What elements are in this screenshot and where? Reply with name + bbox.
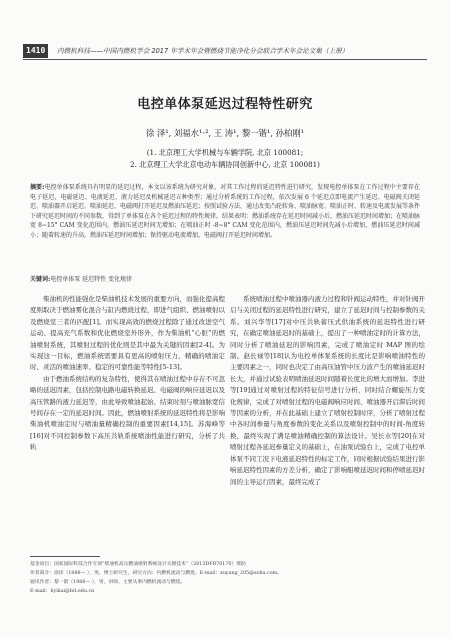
affiliation-2: 2. 北京理工大学北京电动车辆协同创新中心, 北京 100081)	[130, 160, 320, 169]
footnotes	[30, 560, 282, 596]
keywords-text: 电控单体泵 延迟特性 变化规律	[50, 276, 133, 283]
body-column-left	[30, 294, 225, 454]
footnote-corresponding: 通讯作者：黎一锴（1986— ），男，讲师，主要从事内燃机流动与燃烧。	[30, 580, 186, 585]
footnote-rule	[30, 556, 100, 557]
paper-title: 电控单体泵延迟过程特性研究	[137, 97, 313, 112]
running-header	[23, 44, 427, 59]
footnote-email: E-mail：liyikai@bit.edu.cn	[30, 589, 95, 594]
body-column-right	[230, 294, 425, 488]
paragraph: 由于燃油系统结构的复杂特性，使得其在喷油过程中存在不可忽略的延迟因素，包括控制电路电磁转换延迟、电磁阀的响应延迟以及高压管路的液力延迟等，由此导致喷油起始、结束时刻与喷油脉宽信号间存在一定的延迟时间。因此，燃油喷射系统的延迟特性将是影响柴油机喷油定时与喷油量精确控制的重要因素[14,15]。苏海峰等[16]对不同控制参数下高压共轨系统喷油性能进行研究，分析了共轨	[30, 374, 225, 452]
abstract-text: 电控单体泵系统具有明显的延迟过程，本文以该系统为研究对象，对其工作过程的延迟特性进行研究，发现电控单体泵在工作过程中主要存在电子延迟、电磁延迟、电液延迟、液力延迟及机械延迟五种类型；通过分析系统的工作过程，依次发展 6 个延迟点即电流产生延迟、电磁阀关闭延迟、喷油器开启延迟、喷油延迟、电磁阀打开延迟及燃油压延迟；按照试验方法，通过改变凸轮转角、喷油脉宽、喷油正时、转速及电流发展等条件下研究延迟时间的不同参数，得到了单体泵在各个延迟过程的特性规律。结果表明：燃油系统存在延迟时间减小后，燃油压延迟时间增加；在喷油脉宽 8~15° CAM 变化范围内，燃油压延迟时间无增加；在喷油正时 -8~8° CAM 变化范围内，燃油压延迟时间先减小后增加，燃油压延迟时间减小；随着转速的升高，燃油压延迟时间增加；保持驱动电流增加，电磁阀打开延迟时间增加。	[30, 184, 421, 239]
keywords-label: 关键词:	[30, 276, 51, 283]
abstract-label: 摘要:	[30, 184, 45, 191]
footnote-author: 作者简介：徐泽（1988— ），男，博士研究生，研究方向：内燃机流动与燃烧。E-mail：xuyang_205@sohu.com。	[30, 571, 282, 576]
keywords	[30, 274, 420, 283]
journal-title: 内燃机科技——中国内燃机学会 2017 年学术年会暨燃烧节能净化分会联合学术年会论文集（上册）	[57, 47, 349, 55]
paragraph: 柴油机的性能强化是柴油机技术发展的重要方向，而强化提高程度则取决于燃油雾化混合与缸内燃烧过程，即进气组织、燃油喷射以及燃烧室三者的匹配[1]。而实现高效的燃烧过程除了通过改进空气运动、提高充气系数和优化燃烧室外形外，作为柴油机“心脏”的燃油喷射系统，其喷射过程的优化则是其中最为关键的因素[2-4]。为实现这一目标，燃油系统需要具有更高的喷射压力、精确的喷油定时、灵活的喷油速率、稳定的可靠性能等特性[5-13]。	[30, 295, 225, 372]
footnote-funding: 基金项目：国家国际科技合作专项“柴油机高压燃油喷射系统设计关键技术”（2013DFR70170）资助	[30, 562, 246, 567]
author-list: 徐 泽¹, 刘福水¹·², 王 涛¹, 黎一锴¹, 孙柏刚¹	[145, 128, 305, 138]
page-number: 1410	[23, 44, 48, 58]
header-rule	[23, 59, 427, 60]
affiliation-1: (1. 北京理工大学机械与车辆学院, 北京 100081;	[146, 148, 304, 157]
abstract	[30, 183, 420, 240]
paragraph: 系统喷油过程中喷油器内液力过程和针阀运动特性，并对针阀开启与关闭过程的延迟特性进行研究，建立了延迟时间与控制参数的关系。刘兴华等[17]对中压共轨蓄压式供油系统的延迟特性进行研究，在确定喷油延迟时的基础上，提出了一种喷油定时的计算方法，同时分析了喷油延迟的影响因素，完成了喷油定时 MAP 图的绘制。赵长禄等[18]认为电控单体泵系统的长度比是影响喷油特性的主要因素之一，同时也决定了由高压油管中压力波产生的喷油延迟时长大，并通过试验表明喷油延迟时间随着长度比的增大而增加。李进等[19]通过对喷射过程的特征信号进行分析，同时结合螺旋压力变化规律，完成了对喷射过程的电磁阀响应时间、喷油器开启滞后时间等因素的分析，并在此基础上建立了喷射控制时序，分析了喷射过程中各时间参量与角度参数的变化关系以及喷射控制中的时间-角度转换，最终实现了满足喷油精确控制的算法设计。吴长水等[20]在对喷射过程各延迟参量定义的基础上，在油泵试验台上，完成了电控单体泵不同工况下电液延迟特性的标定工作，同时根据试验结果进行影响延迟特性因素的方差分析，确定了影响船喷延迟时间和停喷延迟时间的主导运行因素，最终完成了	[230, 295, 425, 486]
